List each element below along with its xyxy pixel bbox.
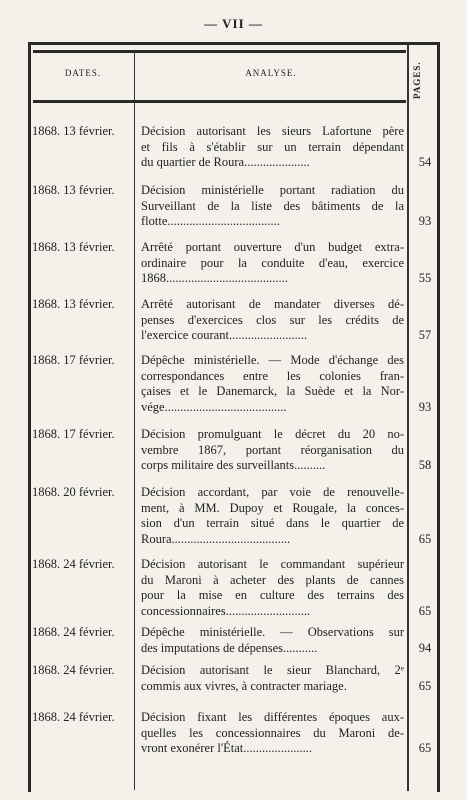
entry-page: 58 — [418, 458, 432, 472]
entry-page: 93 — [418, 399, 432, 414]
header-top-rule — [33, 50, 406, 53]
analysis-line: corps militaire des surveillants.......... — [141, 458, 326, 472]
analysis-line: l'exercice courant......................... — [141, 328, 308, 342]
analysis-line: Décision fixant les différentes époques aux- — [141, 710, 404, 724]
entry-page: 57 — [418, 328, 432, 342]
header-analyse: ANALYSE. — [245, 68, 297, 78]
analysis-line: çaises et le Danemarck, la Suède et la Nor- — [141, 384, 404, 398]
entry-date: 1868. 24 février. — [32, 557, 115, 571]
entry-date: 1868. 24 février. — [32, 625, 115, 639]
analysis-line: Arrêté autorisant de mandater diverses dé- — [141, 297, 404, 311]
entry-analysis — [141, 485, 404, 547]
analysis-line: Décision accordant, par voie de renouvelle- — [141, 485, 404, 499]
entry-page: 65 — [418, 531, 432, 546]
header-bottom-rule — [33, 100, 406, 103]
analysis-line: Dépêche ministérielle. — Observations sur — [141, 625, 404, 639]
column-divider-dates — [134, 50, 135, 790]
header-dates: DATES. — [64, 68, 102, 78]
analysis-line: correspondances entre les colonies fran- — [141, 368, 404, 383]
entry-page: 54 — [418, 155, 432, 169]
analysis-line: Décision promulguant le décret du 20 no- — [141, 427, 404, 441]
entry-page: 65 — [418, 603, 432, 618]
entry-analysis — [141, 240, 404, 287]
entry-page: 94 — [418, 640, 432, 655]
analysis-line: Roura...................................... — [141, 531, 291, 546]
entry-date: 1868. 13 février. — [32, 124, 115, 138]
analysis-line: vembre 1867, portant réorganisation du — [141, 442, 404, 457]
entry-date: 1868. 24 février. — [32, 663, 115, 677]
analysis-line: quelles les concessionnaires du Maroni de- — [141, 725, 404, 740]
analysis-line: flotte.................................... — [141, 214, 280, 228]
analysis-line: Arrêté portant ouverture d'un budget extra- — [141, 240, 404, 254]
analysis-line: penses d'exercices clos sur les crédits de — [141, 312, 404, 327]
entry-date: 1868. 13 février. — [32, 240, 115, 254]
page-number: — VII — — [204, 16, 263, 31]
column-divider-pages — [407, 45, 409, 791]
entry-analysis — [141, 427, 404, 474]
entry-analysis — [141, 710, 404, 757]
entry-date: 1868. 24 février. — [32, 710, 115, 724]
analysis-line: du quartier de Roura..................... — [141, 155, 310, 169]
entry-page: 55 — [418, 271, 432, 285]
analysis-line: concessionnaires........................... — [141, 603, 311, 618]
analysis-line: Décision autorisant les sieurs Lafortune père — [141, 124, 404, 138]
entry-date: 1868. 17 février. — [32, 353, 115, 367]
entry-date: 1868. 13 février. — [32, 297, 115, 311]
entry-page: 93 — [418, 214, 432, 228]
entry-date: 1868. 20 février. — [32, 485, 115, 499]
entry-page: 65 — [418, 678, 432, 693]
analysis-line: pour la mise en culture des terrains des — [141, 588, 404, 602]
analysis-line: Décision ministérielle portant radiation du — [141, 183, 404, 197]
entry-page: 65 — [418, 741, 432, 755]
header-pages: PAGES. — [412, 61, 422, 99]
entry-analysis — [141, 124, 404, 171]
analysis-line: ordinaire pour la conduite d'eau, exercice — [141, 255, 404, 270]
analysis-line: du Maroni à acheter des plants de cannes — [141, 572, 404, 587]
entry-date: 1868. 13 février. — [32, 183, 115, 197]
analysis-line: 1868....................................... — [141, 271, 288, 285]
analysis-line: ment, à MM. Dupoy et Rougale, la conces- — [141, 500, 404, 515]
analysis-line: vront exonérer l'État...................... — [141, 741, 312, 755]
entry-analysis — [141, 297, 404, 344]
entry-analysis — [141, 353, 404, 415]
entry-analysis — [141, 557, 404, 619]
analysis-line: vége....................................... — [141, 399, 287, 414]
entry-analysis — [141, 663, 404, 694]
analysis-line: Décision autorisant le commandant supérieur — [141, 557, 404, 571]
analysis-line: Décision autorisant le sieur Blanchard, 2ᵉ — [141, 663, 404, 677]
analysis-line: et fils à s'établir sur un terrain dépendant — [141, 139, 404, 154]
analysis-line: Dépêche ministérielle. — Mode d'échange des — [141, 353, 404, 367]
analysis-line: sion d'un terrain situé dans le quartier de — [141, 516, 404, 530]
entry-analysis — [141, 625, 404, 656]
entry-analysis — [141, 183, 404, 230]
analysis-line: des imputations de dépenses........... — [141, 640, 318, 655]
analysis-line: Surveillant de la liste des bâtiments de la — [141, 198, 404, 213]
analysis-line: commis aux vivres, à contracter mariage. — [141, 678, 347, 693]
entry-date: 1868. 17 février. — [32, 427, 115, 441]
